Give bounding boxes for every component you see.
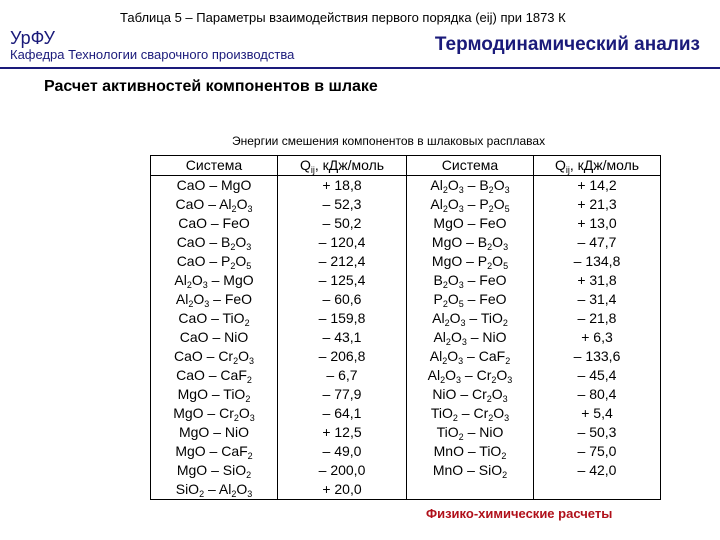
table-cell: – 64,1 <box>322 405 362 421</box>
table-cell: – 80,4 <box>577 386 617 402</box>
table-cell: MgO – TiO$_2$ <box>177 386 251 404</box>
table-cell: + 21,3 <box>577 196 617 212</box>
table-cell: CaO – $Cr_2O_3$ <box>173 348 255 366</box>
table-cell: – 50,3 <box>577 424 617 440</box>
table-cell: CaO – $P_2O_5$ <box>176 253 252 271</box>
header-system-right: Система <box>407 156 534 176</box>
table-cell: – 31,4 <box>577 291 617 307</box>
table-cell: $Al_2O_3$ – NiO <box>433 329 507 347</box>
table-cell: – 21,8 <box>577 310 617 326</box>
table-cell: – 212,4 <box>318 253 366 269</box>
top-caption: Таблица 5 – Параметры взаимодействия первого порядка (eij) при 1873 К <box>120 10 566 25</box>
table-cell: + 14,2 <box>577 177 617 193</box>
table-cell: TiO$_2$ – NiO <box>436 424 504 442</box>
table-cell: – 42,0 <box>577 462 617 478</box>
table-cell: – 75,0 <box>577 443 617 459</box>
table-header-row <box>151 156 661 176</box>
table-cell: MnO – SiO$_2$ <box>432 462 508 480</box>
table-cell: $Al_2O_3$ – MgO <box>174 272 254 290</box>
table-cell: $SiO_2 - Al_2O_3$ <box>175 481 253 499</box>
table-cell: + 13,0 <box>577 215 617 231</box>
table-cell: + 18,8 <box>322 177 362 193</box>
table-body-row <box>151 176 661 500</box>
table-cell: MgO – CaF$_2$ <box>175 443 253 461</box>
table-cell: CaO – $B_2O_3$ <box>176 234 252 252</box>
left-systems-column <box>151 176 278 500</box>
table-cell: $Al_2O_3$ – FeO <box>175 291 253 309</box>
table-cell: – 133,6 <box>573 348 621 364</box>
table-cell: $Al_2O_3 - CaF_2$ <box>429 348 511 366</box>
table-cell: MgO – $Cr_2O_3$ <box>173 405 255 423</box>
table-cell: MgO – $P_2O_5$ <box>431 253 509 271</box>
header-divider <box>0 67 720 69</box>
table-cell: + 31,8 <box>577 272 617 288</box>
mixing-energy-table <box>150 155 661 500</box>
table-cell: – 159,8 <box>318 310 366 326</box>
table-cell: + 6,3 <box>581 329 613 345</box>
table-cell: $Al_2O_3 - TiO_2$ <box>432 310 508 328</box>
table-cell: MnO – TiO$_2$ <box>433 443 507 461</box>
table-cell: MgO – $B_2O_3$ <box>431 234 509 252</box>
org-name: УрФУ <box>10 28 55 48</box>
footer-label: Физико-химические расчеты <box>426 506 613 521</box>
table-cell: – 52,3 <box>322 196 362 212</box>
table-cell: – 134,8 <box>573 253 621 269</box>
table-cell: – 206,8 <box>318 348 366 364</box>
table-cell: – 6,7 <box>326 367 358 383</box>
table-cell: – 120,4 <box>318 234 366 250</box>
table-cell: – 125,4 <box>318 272 366 288</box>
table-cell: MgO – FeO <box>433 215 507 231</box>
header-q-left: $Q_{ij}$, кДж/моль <box>278 156 407 176</box>
table-cell: – 49,0 <box>322 443 362 459</box>
table-cell: – 47,7 <box>577 234 617 250</box>
section-title: Расчет активностей компонентов в шлаке <box>44 78 378 95</box>
header-q-right: $Q_{ij}$, кДж/моль <box>534 156 661 176</box>
left-values-column <box>278 176 407 500</box>
table-cell: – 200,0 <box>318 462 366 478</box>
table-cell: – 77,9 <box>322 386 362 402</box>
table-cell: – 43,1 <box>322 329 362 345</box>
table-cell: + 12,5 <box>322 424 362 440</box>
slide-title: Термодинамический анализ <box>434 34 700 55</box>
table-caption: Энергии смешения компонентов в шлаковых расплавах <box>232 134 546 148</box>
table-cell: CaO – MgO <box>176 177 252 193</box>
table-cell: + 20,0 <box>322 481 362 497</box>
table-cell: – 50,2 <box>322 215 362 231</box>
department-name: Кафедра Технологии сварочного производства <box>10 47 295 62</box>
table-cell: + 5,4 <box>581 405 613 421</box>
table-cell: $Al_2O_3 - Cr_2O_3$ <box>427 367 513 385</box>
header-system-left: Система <box>151 156 278 176</box>
table-cell: NiO – $Cr_2O_3$ <box>432 386 508 404</box>
table-cell: $P_2O_5$ – FeO <box>433 291 507 309</box>
table-cell: CaO – TiO$_2$ <box>178 310 250 328</box>
table-cell: CaO – $Al_2O_3$ <box>175 196 253 214</box>
table-cell: $Al_2O_3 - B_2O_3$ <box>430 177 510 195</box>
table-cell: $Al_2O_3 - P_2O_5$ <box>430 196 510 214</box>
table-cell: MgO – NiO <box>178 424 249 440</box>
right-values-column <box>534 176 661 500</box>
right-systems-column <box>407 176 534 500</box>
table-cell: CaO – CaF$_2$ <box>176 367 252 385</box>
table-cell: $B_2O_3$ – FeO <box>433 272 507 290</box>
table-cell: CaO – NiO <box>179 329 249 345</box>
table-cell: CaO – FeO <box>178 215 250 231</box>
table-cell: MgO – SiO$_2$ <box>176 462 252 480</box>
table-cell: – 45,4 <box>577 367 617 383</box>
table-cell: – 60,6 <box>322 291 362 307</box>
table-cell: $TiO_2 - Cr_2O_3$ <box>430 405 510 423</box>
